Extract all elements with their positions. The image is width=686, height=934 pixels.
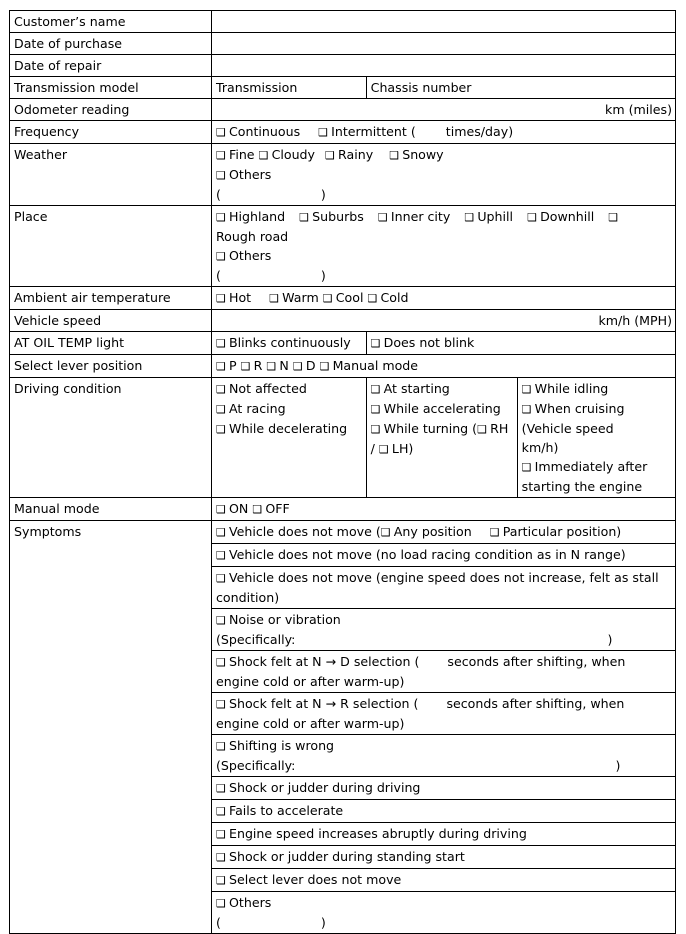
checkbox-place-others[interactable] xyxy=(216,248,271,263)
symptom-7-text: Shifting is wrong xyxy=(229,738,335,753)
checkbox-symptom-2[interactable] xyxy=(212,544,676,567)
checkbox-icon: ❑ xyxy=(389,149,400,162)
checkbox-icon: ❑ xyxy=(216,211,226,224)
label-weather: Weather xyxy=(10,144,212,206)
label-ambient: Ambient air temperature xyxy=(10,287,212,310)
symptom-2-text: Vehicle does not move (no load racing condition as in N range) xyxy=(229,547,626,562)
label-driving: Driving condition xyxy=(10,378,212,498)
checkbox-icon: ❑ xyxy=(216,292,226,305)
date-repair-field[interactable] xyxy=(212,55,676,77)
row-odometer xyxy=(10,99,676,121)
checkbox-symptom-9[interactable] xyxy=(212,800,676,823)
label-symptoms: Symptoms xyxy=(10,521,212,934)
checkbox-blinks[interactable] xyxy=(212,332,367,355)
label-date-repair: Date of repair xyxy=(10,55,212,77)
checkbox-icon: ❑ xyxy=(216,656,226,669)
paren-open: ( xyxy=(216,187,221,202)
label-odometer: Odometer reading xyxy=(10,99,212,121)
checkbox-icon: ❑ xyxy=(521,461,532,474)
option-fine: Fine xyxy=(229,147,255,162)
checkbox-any-position[interactable] xyxy=(381,524,472,539)
option-warm: Warm xyxy=(282,290,319,305)
checkbox-not-blink[interactable] xyxy=(366,332,675,355)
checkbox-symptom-1[interactable] xyxy=(216,524,381,539)
label-manual-mode: Manual mode xyxy=(10,498,212,521)
place-others-entry[interactable] xyxy=(216,266,672,285)
option-cool: Cool xyxy=(335,290,364,305)
symptom-1 xyxy=(212,521,676,544)
row-manual-mode xyxy=(10,498,676,521)
checkbox-icon: ❑ xyxy=(216,250,226,263)
option-rainy: Rainy xyxy=(338,147,374,162)
symptom-6-text: Shock felt at N → R selection ( xyxy=(229,696,419,711)
checkbox-cold[interactable] xyxy=(367,290,408,305)
checkbox-hot[interactable] xyxy=(216,290,251,305)
checkbox-on[interactable] xyxy=(216,501,248,516)
option-downhill: Downhill xyxy=(540,209,595,224)
checkbox-icon: ❑ xyxy=(521,383,532,396)
row-vehicle-speed xyxy=(10,310,676,332)
checkbox-icon: ❑ xyxy=(380,526,391,539)
checkbox-icon: ❑ xyxy=(318,126,329,139)
symptom-7-specifically: (Specifically: xyxy=(216,758,296,773)
row-transmission-model xyxy=(10,77,676,99)
option-times-per-day: times/day) xyxy=(445,124,514,139)
checkbox-icon: ❑ xyxy=(216,874,226,887)
row-symptom-1 xyxy=(10,521,676,544)
checkbox-icon: ❑ xyxy=(216,828,226,841)
option-while-turning: While turning ( xyxy=(383,421,478,436)
row-place xyxy=(10,206,676,287)
checkbox-icon: ❑ xyxy=(216,782,226,795)
option-not-affected: Not affected xyxy=(229,381,307,396)
ambient-options xyxy=(212,287,676,310)
customer-name-field[interactable] xyxy=(212,11,676,33)
checkbox-rh-icon[interactable]: ❑ xyxy=(477,423,487,436)
vehicle-speed-field[interactable] xyxy=(212,310,676,332)
checkbox-icon: ❑ xyxy=(216,337,226,350)
checkbox-icon: ❑ xyxy=(325,149,335,162)
row-date-repair xyxy=(10,55,676,77)
label-place: Place xyxy=(10,206,212,287)
checkbox-rainy[interactable] xyxy=(325,147,373,162)
checkbox-cloudy[interactable] xyxy=(259,147,315,162)
place-options xyxy=(212,206,676,287)
checkbox-n[interactable] xyxy=(266,358,288,373)
checkbox-icon: ❑ xyxy=(216,572,226,585)
row-driving xyxy=(10,378,676,498)
option-n: N xyxy=(279,358,289,373)
checkbox-rough-road[interactable]: ❑ xyxy=(608,211,619,224)
label-frequency: Frequency xyxy=(10,121,212,144)
row-customer-name xyxy=(10,11,676,33)
symptom-3-text: Vehicle does not move (engine speed does not increase, felt as stall xyxy=(229,570,659,585)
checkbox-symptom-12[interactable] xyxy=(212,869,676,892)
diagnosis-form xyxy=(9,10,676,934)
paren-close: ) xyxy=(320,268,326,283)
driving-col-2-3 xyxy=(366,378,675,498)
checkbox-r[interactable] xyxy=(241,358,263,373)
checkbox-icon: ❑ xyxy=(527,211,537,224)
driving-col-1 xyxy=(212,378,367,498)
option-rh: RH xyxy=(490,421,509,436)
checkbox-icon: ❑ xyxy=(216,897,226,910)
checkbox-immediately[interactable] xyxy=(522,457,672,477)
driving-col-3 xyxy=(518,378,675,497)
option-rough-road: Rough road xyxy=(216,229,289,244)
manual-mode-options xyxy=(212,498,676,521)
select-lever-options xyxy=(212,355,676,378)
checkbox-icon: ❑ xyxy=(258,149,269,162)
option-at-starting: At starting xyxy=(383,381,450,396)
option-snowy: Snowy xyxy=(402,147,444,162)
checkbox-icon: ❑ xyxy=(216,423,226,436)
option-intermittent: Intermittent ( xyxy=(331,124,416,139)
checkbox-manual[interactable] xyxy=(320,358,418,373)
checkbox-uphill[interactable] xyxy=(464,209,513,224)
symptom-6-text-cont: engine cold or after warm-up) xyxy=(216,716,405,731)
option-r: R xyxy=(253,358,263,373)
option-continuous: Continuous xyxy=(229,124,301,139)
checkbox-while-idling[interactable] xyxy=(522,379,672,399)
paren-open: ( xyxy=(216,915,221,930)
checkbox-icon: ❑ xyxy=(216,851,226,864)
checkbox-d[interactable] xyxy=(293,358,316,373)
checkbox-icon: ❑ xyxy=(216,169,226,182)
option-starting-engine: starting the engine xyxy=(521,479,643,494)
option-weather-others: Others xyxy=(229,167,272,182)
checkbox-icon: ❑ xyxy=(216,503,226,516)
weather-others-entry[interactable] xyxy=(216,185,672,204)
checkbox-icon: ❑ xyxy=(252,503,263,516)
checkbox-at-starting[interactable] xyxy=(371,379,514,399)
checkbox-p[interactable] xyxy=(216,358,237,373)
symptom-4-specifically: (Specifically: xyxy=(216,632,296,647)
checkbox-not-affected[interactable] xyxy=(216,379,363,399)
option-kmh: km/h) xyxy=(521,440,559,455)
checkbox-downhill[interactable] xyxy=(527,209,594,224)
row-frequency xyxy=(10,121,676,144)
checkbox-icon: ❑ xyxy=(269,292,280,305)
checkbox-icon: ❑ xyxy=(266,360,277,373)
slash: / xyxy=(370,441,375,456)
checkbox-snowy[interactable] xyxy=(389,147,443,162)
option-cold: Cold xyxy=(380,290,409,305)
checkbox-icon: ❑ xyxy=(367,292,378,305)
chassis-label: Chassis number xyxy=(370,80,472,95)
checkbox-icon: ❑ xyxy=(370,403,381,416)
checkbox-symptom-5[interactable] xyxy=(212,651,676,693)
driving-col-2 xyxy=(367,378,518,497)
option-d: D xyxy=(305,358,316,373)
option-place-others: Others xyxy=(229,248,272,263)
checkbox-warm[interactable] xyxy=(269,290,319,305)
option-not-blink: Does not blink xyxy=(383,335,475,350)
checkbox-symptom-7[interactable] xyxy=(212,735,676,777)
checkbox-icon: ❑ xyxy=(216,149,226,162)
checkbox-cool[interactable] xyxy=(323,290,364,305)
paren-close: ) xyxy=(607,632,613,647)
checkbox-icon: ❑ xyxy=(370,423,381,436)
option-cloudy: Cloudy xyxy=(271,147,316,162)
option-suburbs: Suburbs xyxy=(312,209,364,224)
checkbox-icon: ❑ xyxy=(299,211,310,224)
symptom-5-text: Shock felt at N → D selection ( xyxy=(229,654,420,669)
checkbox-suburbs[interactable] xyxy=(299,209,364,224)
checkbox-icon: ❑ xyxy=(216,805,226,818)
checkbox-icon: ❑ xyxy=(216,126,226,139)
option-while-decelerating: While decelerating xyxy=(229,421,348,436)
checkbox-icon: ❑ xyxy=(292,360,303,373)
row-ambient xyxy=(10,287,676,310)
label-select-lever: Select lever position xyxy=(10,355,212,378)
checkbox-continuous[interactable] xyxy=(216,124,300,139)
checkbox-icon: ❑ xyxy=(377,211,388,224)
symptom-10-text: Engine speed increases abruptly during driving xyxy=(229,826,527,841)
checkbox-symptom-13[interactable] xyxy=(212,892,676,934)
symptom-13-entry[interactable] xyxy=(216,913,672,932)
paren-open: ( xyxy=(216,268,221,283)
symptom-6-seconds: seconds after shifting, when xyxy=(446,696,625,711)
checkbox-lh-icon[interactable]: ❑ xyxy=(378,443,389,456)
option-blinks: Blinks continuously xyxy=(229,335,351,350)
label-vehicle-speed: Vehicle speed xyxy=(10,310,212,332)
vehicle-speed-unit: km/h (MPH) xyxy=(598,313,672,328)
checkbox-weather-others[interactable] xyxy=(216,167,271,182)
label-customer-name: Customer’s name xyxy=(10,11,212,33)
transmission-field[interactable] xyxy=(212,77,367,99)
checkbox-while-accelerating[interactable] xyxy=(371,399,514,419)
frequency-options xyxy=(212,121,676,144)
checkbox-icon: ❑ xyxy=(216,383,226,396)
option-while-accelerating: While accelerating xyxy=(383,401,501,416)
checkbox-icon: ❑ xyxy=(319,360,330,373)
option-particular-position: Particular position) xyxy=(502,524,622,539)
symptom-1-text: Vehicle does not move ( xyxy=(229,524,381,539)
checkbox-icon: ❑ xyxy=(489,526,500,539)
row-weather xyxy=(10,144,676,206)
transmission-label: Transmission xyxy=(216,80,298,95)
symptom-5-seconds: seconds after shifting, when xyxy=(447,654,626,669)
checkbox-symptom-4[interactable] xyxy=(212,609,676,651)
option-vehicle-speed-paren: (Vehicle speed xyxy=(521,421,614,436)
paren-close: ) xyxy=(615,758,621,773)
symptom-5-text-cont: engine cold or after warm-up) xyxy=(216,674,405,689)
option-p: P xyxy=(229,358,237,373)
checkbox-symptom-8[interactable] xyxy=(212,777,676,800)
option-off: OFF xyxy=(265,501,290,516)
option-any-position: Any position xyxy=(393,524,472,539)
checkbox-fine[interactable] xyxy=(216,147,255,162)
checkbox-symptom-11[interactable] xyxy=(212,846,676,869)
symptom-13-text: Others xyxy=(229,895,272,910)
checkbox-icon: ❑ xyxy=(370,337,381,350)
checkbox-symptom-3[interactable] xyxy=(212,567,676,609)
option-when-cruising: When cruising xyxy=(534,401,625,416)
checkbox-icon: ❑ xyxy=(464,211,475,224)
row-oil-temp xyxy=(10,332,676,355)
checkbox-while-decelerating[interactable] xyxy=(216,419,363,439)
row-date-purchase xyxy=(10,33,676,55)
chassis-field[interactable] xyxy=(366,77,675,99)
checkbox-symptom-10[interactable] xyxy=(212,823,676,846)
option-immediately: Immediately after xyxy=(534,459,648,474)
option-lh: LH) xyxy=(391,441,414,456)
label-date-purchase: Date of purchase xyxy=(10,33,212,55)
checkbox-icon: ❑ xyxy=(216,740,226,753)
paren-close: ) xyxy=(320,187,326,202)
checkbox-icon: ❑ xyxy=(240,360,251,373)
symptom-4-text: Noise or vibration xyxy=(229,612,341,627)
option-while-idling: While idling xyxy=(534,381,609,396)
date-purchase-field[interactable] xyxy=(212,33,676,55)
checkbox-intermittent[interactable] xyxy=(318,124,416,139)
checkbox-while-turning[interactable] xyxy=(371,419,514,439)
row-select-lever xyxy=(10,355,676,378)
checkbox-icon: ❑ xyxy=(216,614,226,627)
option-hot: Hot xyxy=(229,290,252,305)
label-transmission-model: Transmission model xyxy=(10,77,212,99)
checkbox-particular-position[interactable] xyxy=(490,524,621,539)
checkbox-icon: ❑ xyxy=(521,403,532,416)
odometer-field[interactable] xyxy=(212,99,676,121)
option-on: ON xyxy=(229,501,249,516)
checkbox-icon: ❑ xyxy=(216,549,226,562)
checkbox-symptom-6[interactable] xyxy=(212,693,676,735)
option-at-racing: At racing xyxy=(229,401,286,416)
checkbox-icon: ❑ xyxy=(216,526,226,539)
symptom-11-text: Shock or judder during standing start xyxy=(229,849,465,864)
odometer-unit: km (miles) xyxy=(605,102,672,117)
symptom-9-text: Fails to accelerate xyxy=(229,803,344,818)
label-oil-temp: AT OIL TEMP light xyxy=(10,332,212,355)
checkbox-icon: ❑ xyxy=(216,403,226,416)
paren-close: ) xyxy=(320,915,326,930)
option-highland: Highland xyxy=(229,209,286,224)
symptom-3-text-cont: condition) xyxy=(216,590,280,605)
checkbox-off[interactable] xyxy=(252,501,289,516)
option-manual: Manual mode xyxy=(332,358,419,373)
symptom-12-text: Select lever does not move xyxy=(229,872,402,887)
symptom-8-text: Shock or judder during driving xyxy=(229,780,421,795)
option-inner-city: Inner city xyxy=(390,209,451,224)
checkbox-icon: ❑ xyxy=(370,383,381,396)
option-uphill: Uphill xyxy=(477,209,514,224)
checkbox-when-cruising[interactable] xyxy=(522,399,672,419)
checkbox-at-racing[interactable] xyxy=(216,399,363,419)
checkbox-icon: ❑ xyxy=(322,292,333,305)
checkbox-highland[interactable] xyxy=(216,209,285,224)
checkbox-icon: ❑ xyxy=(216,698,226,711)
weather-options xyxy=(212,144,676,206)
checkbox-inner-city[interactable] xyxy=(378,209,450,224)
checkbox-icon: ❑ xyxy=(216,360,226,373)
